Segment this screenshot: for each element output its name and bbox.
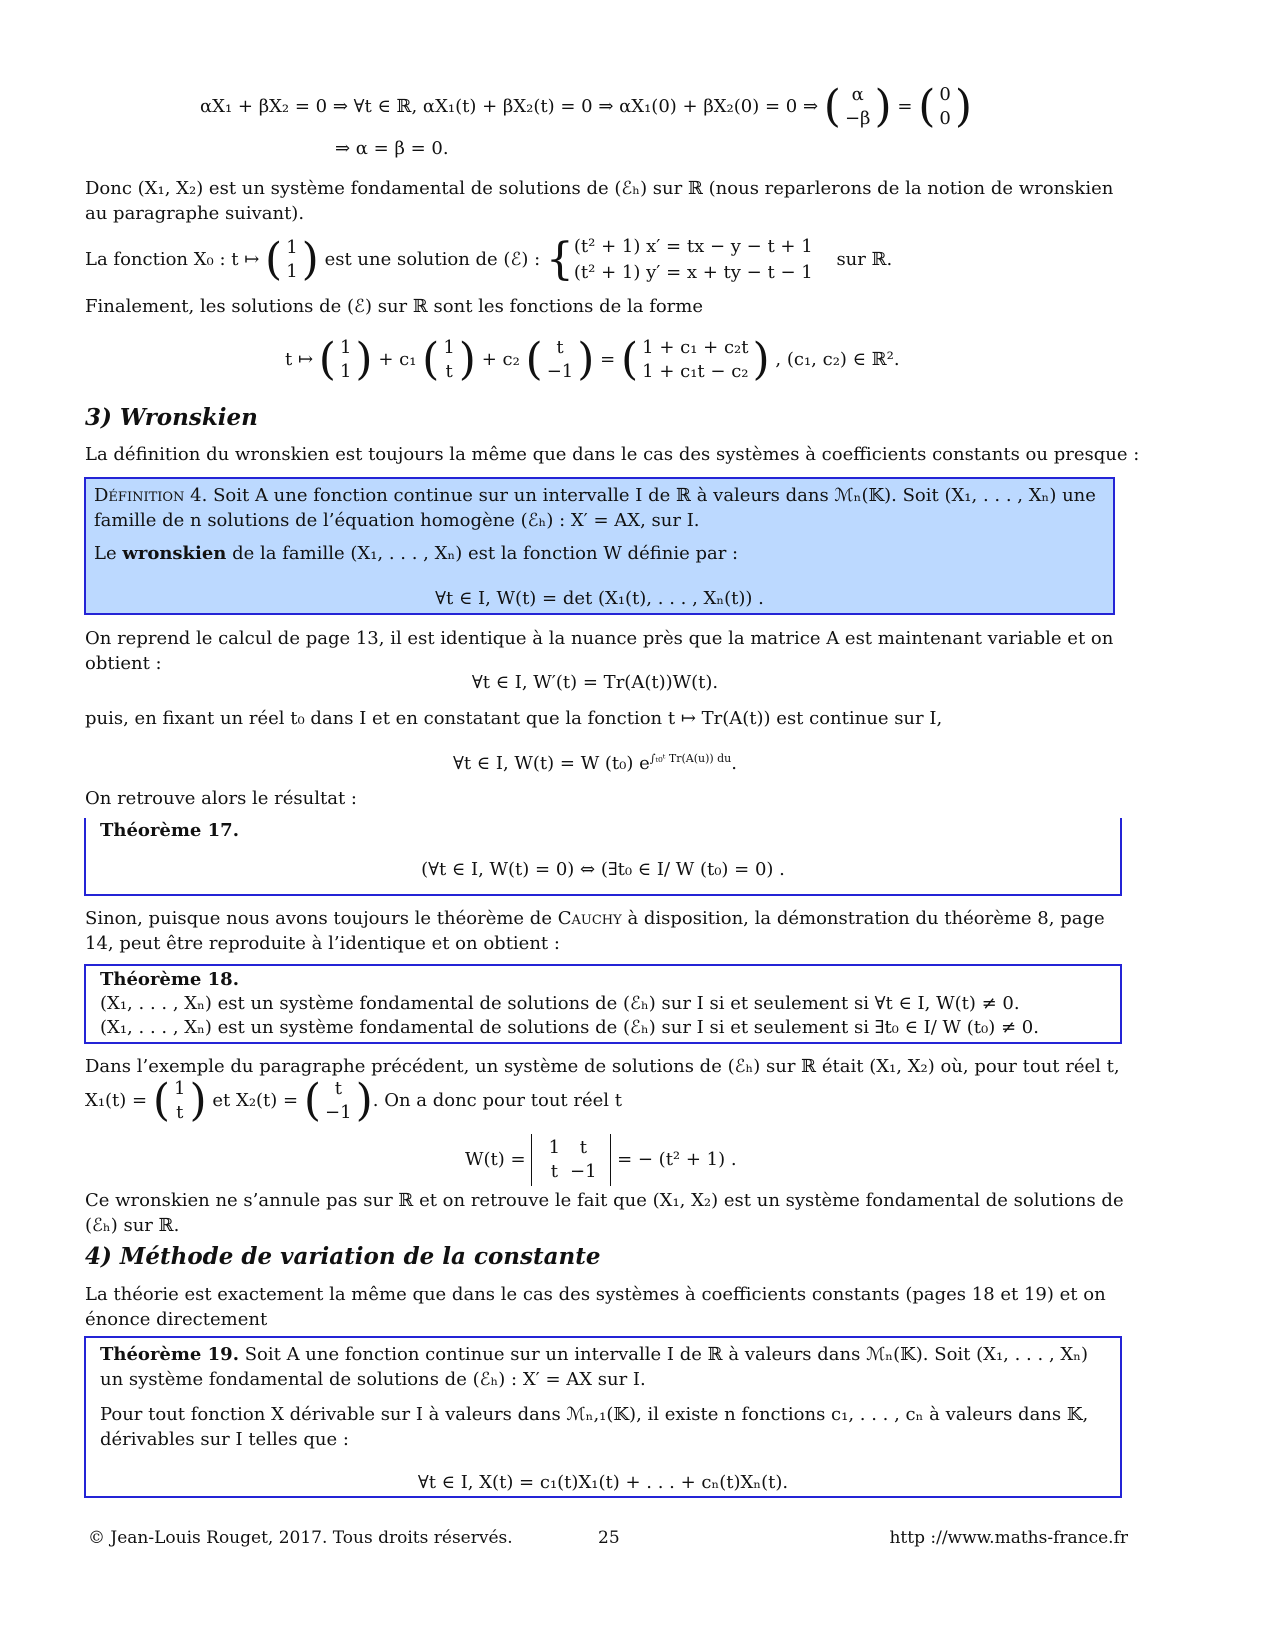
paragraph-example: Dans l’exemple du paragraphe précédent, un système de solutions de (ℰₕ) sur ℝ était (X₁, X₂) où, pour tout réel t, [85, 1056, 1120, 1077]
brace-icon: { [545, 234, 574, 285]
theorem-19-formula: ∀t ∈ I, X(t) = c₁(t)X₁(t) + . . . + cₙ(t)Xₙ(t). [417, 1472, 789, 1493]
text-x1: X₁(t) = [85, 1090, 148, 1111]
eq3-plus1: + c₁ [378, 349, 417, 370]
theorem-17-formula: (∀t ∈ I, W(t) = 0) ⇔ (∃t₀ ∈ I/ W (t₀) = 0) . [421, 859, 785, 880]
definition-text2: Le wronskien de la famille (X₁, . . . , Xₙ) est la fonction W définie par : [94, 543, 739, 564]
theorem-19-title: Théorème 19. [100, 1344, 239, 1365]
equation-general-solution [285, 332, 985, 388]
paren-close: ) [874, 81, 892, 132]
definition-text1 [94, 483, 1105, 533]
det-rhs: = − (t² + 1) . [617, 1149, 737, 1170]
text-x2: et X₂(t) = [212, 1090, 299, 1111]
theorem-19-text1: Théorème 19. Soit A une fonction continue sur un intervalle I de ℝ à valeurs dans ℳₙ(𝕂). Soit (X₁, . . . , Xₙ) un système fondamental de solutions de (ℰₕ) : X′ = AX sur I. [100, 1344, 1089, 1390]
paren-open: ( [303, 1075, 322, 1126]
paragraph-conclusion-wronskien: Ce wronskien ne s’annule pas sur ℝ et on retrouve le fait que (X₁, X₂) est un système fondamental de solutions de (ℰₕ) sur ℝ. [85, 1190, 1124, 1236]
paragraph-general-solutions: Finalement, les solutions de (ℰ) sur ℝ sont les fonctions de la forme [85, 296, 704, 317]
definition-label: Définition 4. [94, 485, 208, 506]
eq3-equals: = [600, 349, 616, 370]
paragraph-variation-intro: La théorie est exactement la même que dans le cas des systèmes à coefficients constants (pages 18 et 19) et on énonce directement [85, 1284, 1106, 1330]
paren-close: ) [954, 81, 972, 132]
theorem-18-line2: (X₁, . . . , Xₙ) est un système fondamental de solutions de (ℰₕ) sur I si et seulement si ∃t₀ ∈ I/ W (t₀) ≠ 0. [100, 1017, 1039, 1038]
eq-exp-exponent: ∫ₜ₀ᵗ Tr(A(u)) du [649, 752, 732, 765]
paragraph-wronskien-intro: La définition du wronskien est toujours la même que dans le cas des systèmes à coefficients constants ou presque : [85, 444, 1140, 465]
vector-v3: t −1 [546, 337, 574, 382]
paragraph-calcul: On reprend le calcul de page 13, il est identique à la nuance près que la matrice A est maintenant variable et on obtient : [85, 628, 1114, 674]
paragraph-example-vectors [85, 1073, 622, 1129]
theorem-18-title: Théorème 18. [100, 969, 239, 990]
paren-open: ( [318, 334, 336, 385]
theorem-18-box [84, 964, 1122, 1044]
theorem-17-box [84, 818, 1122, 896]
footer-copyright: © Jean-Louis Rouget, 2017. Tous droits réservés. [88, 1528, 513, 1548]
theorem-19-text2: Pour tout fonction X dérivable sur I à valeurs dans ℳₙ,₁(𝕂), il existe n fonctions c₁, . . . , cₙ à valeurs dans 𝕂, dérivables sur I telles que : [100, 1404, 1089, 1450]
paren-close: ) [189, 1075, 207, 1126]
text-particular-mid: est une solution de (ℰ) : [324, 249, 541, 270]
vector-v2: 1 t [443, 337, 455, 382]
section-title-variation: 4) Méthode de variation de la constante [85, 1243, 601, 1270]
equation-conclusion: ⇒ α = β = 0. [335, 138, 449, 159]
vector-x1: 1 t [174, 1078, 186, 1123]
paren-close: ) [301, 234, 319, 285]
vector-v4: 1 + c₁ + c₂t 1 + c₁t − c₂ [642, 337, 749, 382]
definition-box [84, 477, 1115, 615]
definition-formula: ∀t ∈ I, W(t) = det (X₁(t), . . . , Xₙ(t)) . [435, 588, 764, 609]
definition-body: Soit A une fonction continue sur un intervalle I de ℝ à valeurs dans ℳₙ(𝕂). Soit (X₁, . . . , Xₙ) une famille de n solutions de l’équation homogène (ℰₕ) : X′ = AX, sur I. [94, 485, 1096, 531]
text-on-a-donc: . On a donc pour tout réel t [372, 1090, 622, 1111]
eq3-start: t ↦ [285, 349, 314, 370]
paren-close: ) [752, 334, 770, 385]
text-particular-end: sur ℝ. [836, 249, 893, 270]
paren-close: ) [458, 334, 476, 385]
text-particular-start: La fonction X₀ : t ↦ [85, 249, 260, 270]
system-equations: (t² + 1) x′ = tx − y − t + 1 (t² + 1) y′ = x + ty − t − 1 [573, 236, 813, 283]
paragraph-cauchy: Sinon, puisque nous avons toujours le théorème de Cauchy à disposition, la démonstration du théorème 8, page 14, peut être reproduite à l’identique et on obtient : [85, 908, 1105, 954]
paragraph-particular-solution [85, 232, 1130, 288]
paragraph-fundamental-system: Donc (X₁, X₂) est un système fondamental de solutions de (ℰₕ) sur ℝ (nous reparlerons de la notion de wronskien au paragraphe suivant). [85, 178, 1114, 224]
paren-open: ( [265, 234, 283, 285]
vector-alpha-beta: α −β [844, 84, 871, 129]
det-lhs: W(t) = [465, 1149, 526, 1170]
paren-close: ) [577, 334, 595, 385]
paren-open: ( [525, 334, 543, 385]
term-wronskien: wronskien [122, 543, 227, 564]
equation-implication [200, 82, 1100, 132]
paren-open: ( [918, 81, 936, 132]
name-cauchy: Cauchy [557, 908, 622, 929]
paren-close: ) [355, 334, 373, 385]
eq1-left: αX₁ + βX₂ = 0 ⇒ ∀t ∈ ℝ, αX₁(t) + βX₂(t) = 0 ⇒ αX₁(0) + βX₂(0) = 0 ⇒ [200, 96, 819, 117]
vector-x2: t −1 [325, 1078, 352, 1123]
determinant-matrix: 1 t t −1 [531, 1134, 611, 1186]
paren-open: ( [152, 1075, 171, 1126]
equation-derivative: ∀t ∈ I, W′(t) = Tr(A(t))W(t). [471, 672, 719, 693]
equation-determinant [465, 1132, 737, 1188]
eq-exp-main: ∀t ∈ I, W(t) = W (t₀) e [452, 753, 650, 774]
paren-open: ( [620, 334, 639, 385]
vector-x0: 1 1 [286, 237, 298, 282]
paren-open: ( [422, 334, 440, 385]
eq3-end: , (c₁, c₂) ∈ ℝ². [775, 349, 900, 370]
vector-zero: 0 0 [939, 84, 951, 129]
paren-open: ( [823, 81, 841, 132]
section-title-wronskien: 3) Wronskien [85, 404, 258, 431]
vector-v1: 1 1 [339, 337, 352, 382]
equation-exponential: ∀t ∈ I, W(t) = W (t₀) $e^{\int_{t0}ᵗ Tr(A(u)) du}$. [452, 752, 738, 774]
eq3-plus2: + c₂ [481, 349, 520, 370]
theorem-17-title: Théorème 17. [100, 820, 239, 841]
paragraph-result: On retrouve alors le résultat : [85, 788, 357, 809]
footer-page-number: 25 [598, 1528, 620, 1548]
paragraph-fix-t0: puis, en fixant un réel t₀ dans I et en constatant que la fonction t ↦ Tr(A(t)) est continue sur I, [85, 708, 943, 729]
footer-url[interactable]: http ://www.maths-france.fr [889, 1528, 1128, 1548]
paren-close: ) [355, 1075, 373, 1126]
eq1-equals: = [897, 96, 913, 117]
theorem-18-line1: (X₁, . . . , Xₙ) est un système fondamental de solutions de (ℰₕ) sur I si et seulement si ∀t ∈ I, W(t) ≠ 0. [100, 993, 1020, 1014]
theorem-19-box [84, 1336, 1122, 1498]
